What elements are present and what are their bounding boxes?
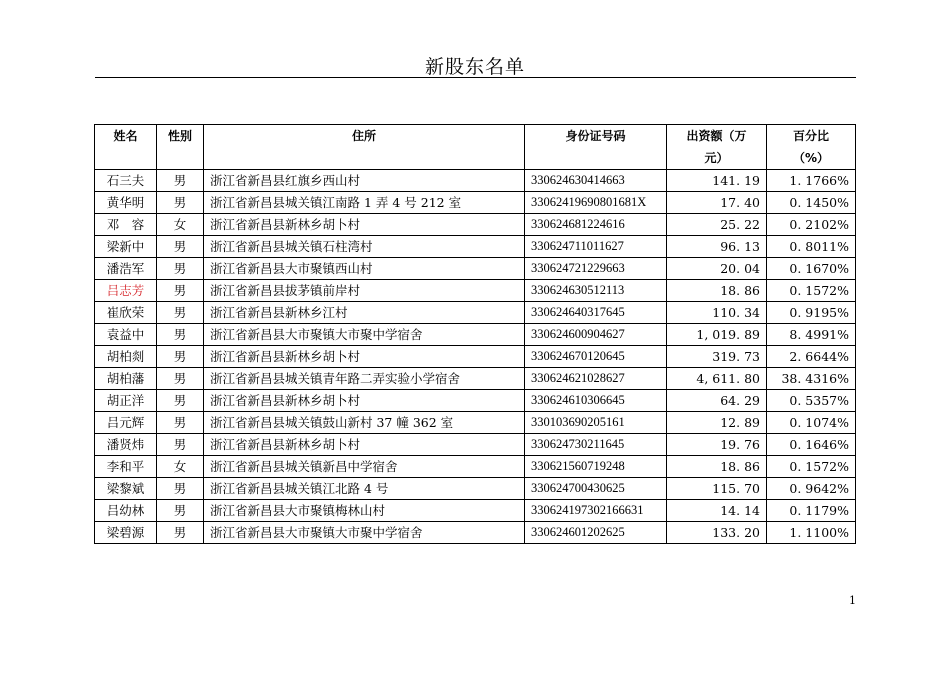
- cell-id-number: 330624670120645: [525, 346, 667, 368]
- cell-gender: 男: [157, 192, 204, 214]
- header-address: 住所: [204, 125, 525, 170]
- cell-id-number: 330624600904627: [525, 324, 667, 346]
- table-header-row: [95, 125, 856, 170]
- table-row: [95, 346, 856, 368]
- cell-id-number: 330624711011627: [525, 236, 667, 258]
- page-number: 1: [849, 594, 856, 607]
- cell-name: 黄华明: [95, 192, 157, 214]
- cell-gender: 男: [157, 412, 204, 434]
- cell-id-number: 330624630414663: [525, 170, 667, 192]
- cell-address: 浙江省新昌县城关镇江南路 1 弄 4 号 212 室: [204, 192, 525, 214]
- cell-address: 浙江省新昌县新林乡胡卜村: [204, 434, 525, 456]
- cell-gender: 男: [157, 236, 204, 258]
- header-amount: 出资额（万 元）: [667, 125, 767, 170]
- cell-id-number: 330624601202625: [525, 522, 667, 544]
- cell-gender: 男: [157, 324, 204, 346]
- cell-name: 崔欣荣: [95, 302, 157, 324]
- cell-gender: 男: [157, 522, 204, 544]
- table-row: [95, 478, 856, 500]
- cell-gender: 男: [157, 258, 204, 280]
- cell-address: 浙江省新昌县新林乡胡卜村: [204, 390, 525, 412]
- cell-amount: 115. 70: [667, 478, 767, 500]
- cell-id-number: 330624721229663: [525, 258, 667, 280]
- cell-id-number: 330621560719248: [525, 456, 667, 478]
- header-id: 身份证号码: [525, 125, 667, 170]
- cell-address: 浙江省新昌县城关镇石柱湾村: [204, 236, 525, 258]
- cell-id-number: 330624197302166631: [525, 500, 667, 522]
- cell-gender: 男: [157, 302, 204, 324]
- table-body: [95, 170, 856, 544]
- cell-percent: 0. 1572%: [767, 456, 856, 478]
- cell-percent: 0. 1450%: [767, 192, 856, 214]
- cell-amount: 141. 19: [667, 170, 767, 192]
- cell-gender: 男: [157, 346, 204, 368]
- cell-name: 潘浩军: [95, 258, 157, 280]
- cell-name: 吕幼林: [95, 500, 157, 522]
- cell-name: 梁新中: [95, 236, 157, 258]
- table-row: [95, 236, 856, 258]
- cell-address: 浙江省新昌县新林乡胡卜村: [204, 346, 525, 368]
- cell-id-number: 330624681224616: [525, 214, 667, 236]
- cell-percent: 0. 8011%: [767, 236, 856, 258]
- cell-percent: 0. 1670%: [767, 258, 856, 280]
- cell-amount: 319. 73: [667, 346, 767, 368]
- table-row: [95, 522, 856, 544]
- cell-percent: 0. 9642%: [767, 478, 856, 500]
- title-underline: [95, 77, 856, 78]
- cell-name: 邓 容: [95, 214, 157, 236]
- cell-address: 浙江省新昌县拔茅镇前岸村: [204, 280, 525, 302]
- cell-address: 浙江省新昌县城关镇江北路 4 号: [204, 478, 525, 500]
- cell-amount: 18. 86: [667, 280, 767, 302]
- cell-name: 胡正洋: [95, 390, 157, 412]
- cell-percent: 1. 1766%: [767, 170, 856, 192]
- cell-address: 浙江省新昌县大市聚镇梅林山村: [204, 500, 525, 522]
- cell-amount: 1, 019. 89: [667, 324, 767, 346]
- cell-address: 浙江省新昌县大市聚镇大市聚中学宿舍: [204, 522, 525, 544]
- cell-address: 浙江省新昌县新林乡胡卜村: [204, 214, 525, 236]
- table-row: [95, 192, 856, 214]
- cell-name: 梁黎斌: [95, 478, 157, 500]
- cell-percent: 0. 9195%: [767, 302, 856, 324]
- cell-amount: 25. 22: [667, 214, 767, 236]
- cell-percent: 0. 1646%: [767, 434, 856, 456]
- cell-amount: 19. 76: [667, 434, 767, 456]
- cell-amount: 110. 34: [667, 302, 767, 324]
- cell-address: 浙江省新昌县新林乡江村: [204, 302, 525, 324]
- cell-address: 浙江省新昌县城关镇青年路二弄实验小学宿舍: [204, 368, 525, 390]
- table-row: [95, 214, 856, 236]
- cell-amount: 4, 611. 80: [667, 368, 767, 390]
- table-row: [95, 302, 856, 324]
- table-row: [95, 390, 856, 412]
- cell-id-number: 330624640317645: [525, 302, 667, 324]
- cell-address: 浙江省新昌县红旗乡西山村: [204, 170, 525, 192]
- table-row: [95, 280, 856, 302]
- cell-name: 石三夫: [95, 170, 157, 192]
- cell-id-number: 330624610306645: [525, 390, 667, 412]
- cell-amount: 96. 13: [667, 236, 767, 258]
- cell-amount: 12. 89: [667, 412, 767, 434]
- table-row: [95, 368, 856, 390]
- cell-name: 吕元辉: [95, 412, 157, 434]
- cell-gender: 男: [157, 368, 204, 390]
- page-title: 新股东名单: [424, 56, 525, 78]
- cell-name: 袁益中: [95, 324, 157, 346]
- cell-id-number: 330624730211645: [525, 434, 667, 456]
- cell-id-number: 330624621028627: [525, 368, 667, 390]
- table-row: [95, 500, 856, 522]
- cell-address: 浙江省新昌县大市聚镇西山村: [204, 258, 525, 280]
- cell-name: 梁碧源: [95, 522, 157, 544]
- table-row: [95, 456, 856, 478]
- cell-gender: 男: [157, 280, 204, 302]
- cell-gender: 男: [157, 434, 204, 456]
- cell-amount: 20. 04: [667, 258, 767, 280]
- cell-percent: 2. 6644%: [767, 346, 856, 368]
- cell-name: 潘贤炜: [95, 434, 157, 456]
- cell-name: 李和平: [95, 456, 157, 478]
- cell-amount: 17. 40: [667, 192, 767, 214]
- table-row: [95, 258, 856, 280]
- cell-id-number: 330103690205161: [525, 412, 667, 434]
- header-name: 姓名: [95, 125, 157, 170]
- cell-percent: 0. 2102%: [767, 214, 856, 236]
- cell-address: 浙江省新昌县城关镇鼓山新村 37 幢 362 室: [204, 412, 525, 434]
- cell-address: 浙江省新昌县城关镇新昌中学宿舍: [204, 456, 525, 478]
- cell-address: 浙江省新昌县大市聚镇大市聚中学宿舍: [204, 324, 525, 346]
- cell-amount: 133. 20: [667, 522, 767, 544]
- table-row: [95, 434, 856, 456]
- table-row: [95, 324, 856, 346]
- cell-amount: 14. 14: [667, 500, 767, 522]
- shareholder-table: [94, 124, 856, 544]
- cell-id-number: 330624630512113: [525, 280, 667, 302]
- table-row: [95, 412, 856, 434]
- header-gender: 性别: [157, 125, 204, 170]
- cell-id-number: 330624700430625: [525, 478, 667, 500]
- cell-percent: 8. 4991%: [767, 324, 856, 346]
- cell-amount: 64. 29: [667, 390, 767, 412]
- cell-gender: 男: [157, 478, 204, 500]
- table-row: [95, 170, 856, 192]
- cell-percent: 0. 1074%: [767, 412, 856, 434]
- cell-gender: 女: [157, 456, 204, 478]
- cell-gender: 男: [157, 500, 204, 522]
- header-percent: 百分比 （%）: [767, 125, 856, 170]
- cell-gender: 女: [157, 214, 204, 236]
- cell-gender: 男: [157, 170, 204, 192]
- cell-name: 胡柏藩: [95, 368, 157, 390]
- cell-gender: 男: [157, 390, 204, 412]
- cell-percent: 0. 1179%: [767, 500, 856, 522]
- cell-name: 胡柏剡: [95, 346, 157, 368]
- cell-percent: 0. 5357%: [767, 390, 856, 412]
- cell-percent: 38. 4316%: [767, 368, 856, 390]
- cell-id-number: 33062419690801681X: [525, 192, 667, 214]
- cell-amount: 18. 86: [667, 456, 767, 478]
- cell-name: 吕志芳: [95, 280, 157, 302]
- cell-percent: 0. 1572%: [767, 280, 856, 302]
- cell-percent: 1. 1100%: [767, 522, 856, 544]
